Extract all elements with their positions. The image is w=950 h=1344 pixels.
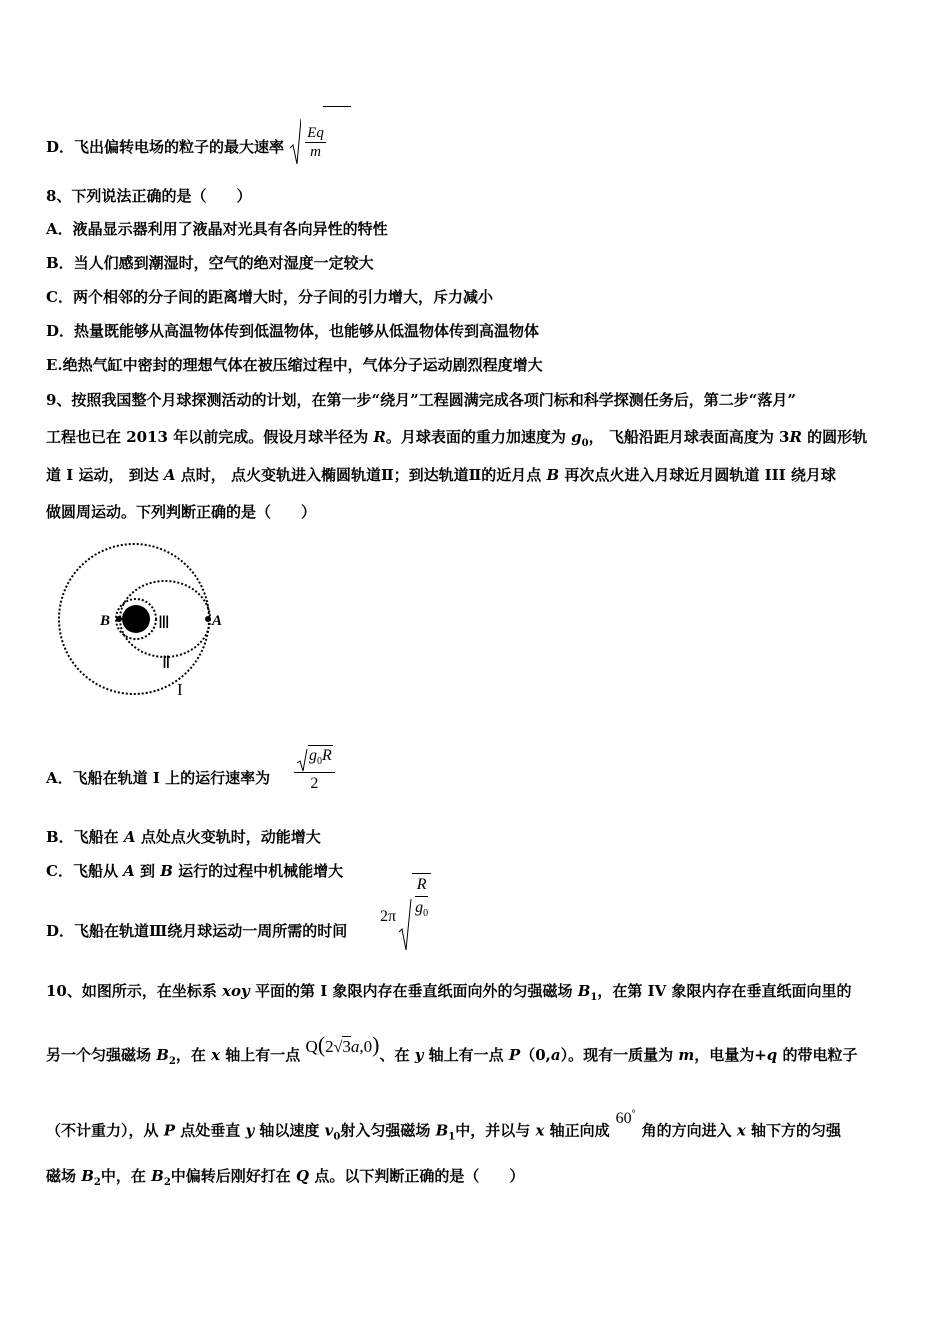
q9-option-b: B．飞船在 A 点处点火变轨时，动能增大 bbox=[46, 828, 321, 846]
q9-option-c: C．飞船从 A 到 B 运行的过程中机械能增大 bbox=[46, 862, 344, 880]
point-b bbox=[116, 616, 122, 622]
q8-option-e: E.绝热气缸中密封的理想气体在被压缩过程中，气体分子运动剧烈程度增大 bbox=[46, 356, 543, 374]
label-i: I bbox=[177, 680, 183, 699]
fraction: $\frac{Eq}{m}$ bbox=[307, 124, 324, 160]
q10-stem-line3: （不计重力），从 P 点处垂直 y 轴以速度 $v_0$射入匀强磁场 $B_1$中，并以与 x 轴正向成60°角的方向进入 x 轴下方的匀强 bbox=[46, 1109, 842, 1143]
q8-option-a: A．液晶显示器利用了液晶对光具有各向异性的特性 bbox=[46, 220, 388, 238]
q7-option-d bbox=[46, 124, 328, 172]
q-coordinate: Q(2√3a,0) bbox=[305, 1032, 380, 1057]
orbit-diagram bbox=[50, 540, 240, 705]
label-a: A bbox=[212, 613, 223, 629]
q8-option-d: D．热量既能够从高温物体传到低温物体，也能够从低温物体传到高温物体 bbox=[46, 322, 540, 340]
label-ii: Ⅱ bbox=[162, 653, 171, 672]
q9-option-d: D．飞船在轨道Ⅲ绕月球运动一周所需的时间 bbox=[46, 922, 348, 940]
angle-60: 60° bbox=[615, 1109, 636, 1128]
q7-option-d-text: D．飞出偏转电场的粒子的最大速率 bbox=[46, 138, 285, 156]
point-a bbox=[205, 616, 211, 622]
q9-option-a: A．飞船在轨道 I 上的运行速率为 bbox=[46, 769, 271, 787]
q8-stem: 8、下列说法正确的是（ ） bbox=[46, 187, 252, 205]
sqrt-expression bbox=[289, 118, 328, 166]
q9-stem-line3: 道 I 运动， 到达 A 点时， 点火变轨进入椭圆轨道Ⅱ；到达轨道Ⅱ的近月点 B 再次点火进入月球近月圆轨道 III 绕月球 bbox=[46, 466, 836, 484]
sqrt-sign bbox=[289, 118, 301, 166]
q10-stem-line4: 磁场 $B_2$中，在 $B_2$中偏转后刚好打在 Q 点。以下判断正确的是（ ） bbox=[46, 1167, 525, 1188]
q9-option-a-formula: $g_0R$ 2 bbox=[294, 745, 335, 795]
q8-option-b: B．当人们感到潮湿时，空气的绝对湿度一定较大 bbox=[46, 254, 374, 272]
label-b: B bbox=[100, 613, 111, 629]
q9-option-d-formula: 2π R $g_0$ bbox=[380, 898, 431, 952]
q10-stem-line1: 10、如图所示，在坐标系 xoy 平面的第 I 象限内存在垂直纸面向外的匀强磁场 $B_1$，在第 IV 象限内存在垂直纸面向里的 bbox=[46, 982, 852, 1003]
sqrt-sign bbox=[296, 748, 308, 772]
sqrt-bar bbox=[323, 106, 351, 107]
q8-option-c: C．两个相邻的分子间的距离增大时，分子间的引力增大，斥力减小 bbox=[46, 288, 493, 306]
q9-stem-line4: 做圆周运动。下列判断正确的是（ ） bbox=[46, 503, 317, 521]
moon bbox=[122, 605, 150, 633]
sqrt-sign bbox=[398, 898, 412, 952]
q10-stem-line2: 另一个匀强磁场 $B_2$，在 x 轴上有一点 Q(2√3a,0)、在 y 轴上有一点 P（0,a）。现有一质量为 m，电量为+q 的带电粒子 bbox=[46, 1032, 858, 1067]
q9-stem-line2: 工程也已在 2013 年以前完成。假设月球半径为 R。月球表面的重力加速度为 $g_0$， 飞船沿距月球表面高度为 3R 的圆形轨 bbox=[46, 428, 868, 449]
q9-stem-line1: 9、按照我国整个月球探测活动的计划，在第一步“绕月”工程圆满完成各项门标和科学探测任务后，第二步“落月” bbox=[46, 391, 796, 409]
label-iii: Ⅲ bbox=[158, 613, 170, 632]
